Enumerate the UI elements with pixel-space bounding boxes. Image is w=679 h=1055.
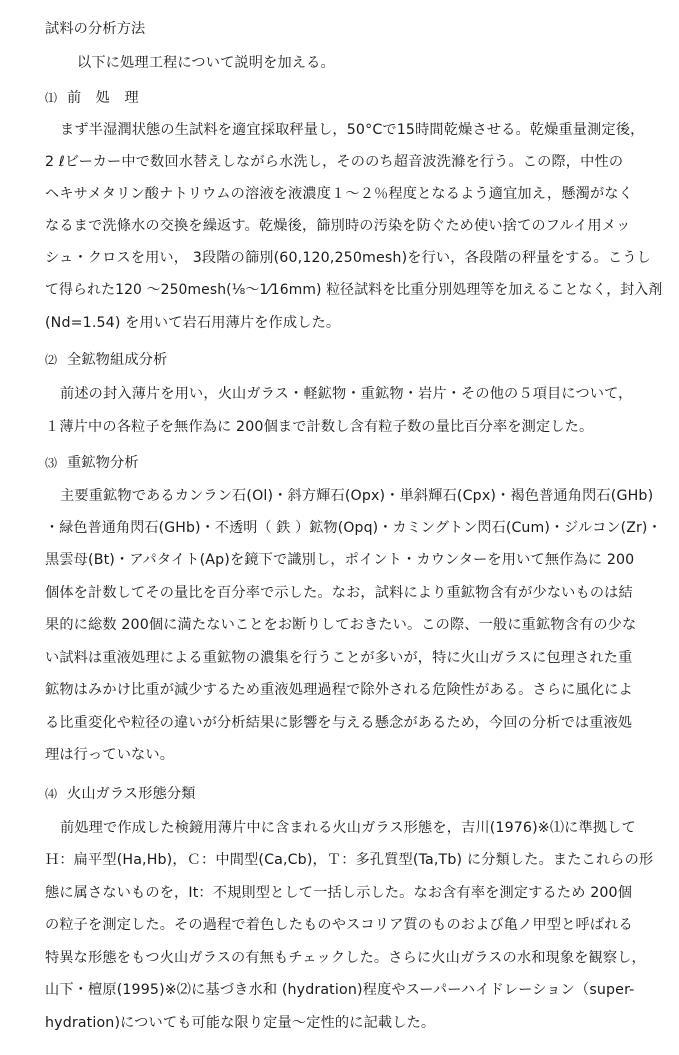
section-2-line-1: 前述の封入薄片を用い，火山ガラス・軽鉱物・重鉱物・岩片・その他の５項目について， — [60, 386, 633, 402]
section-4-line-1: 前処理で作成した検鏡用薄片中に含まれる火山ガラス形態を，吉川(1976)※⑴に準拠して — [60, 820, 636, 836]
section-4-line-5: 特異な形態をもつ火山ガラスの有無もチェックした。さらに火山ガラスの水和現象を観察し， — [45, 950, 646, 966]
section-1-line-4: なるまで洗條水の交換を繰返す。乾燥後，篩別時の汚染を防ぐため使い捨てのフルイ用メッ — [45, 218, 631, 234]
section-2-line-2: １薄片中の各粒子を無作為に 200個まで計数し含有粒子数の量比百分率を測定した。 — [45, 419, 594, 435]
section-4-line-7: hydration)についても可能な限り定量～定性的に記載した。 — [45, 1015, 436, 1031]
section-1-title: 前 処 理 — [67, 90, 139, 106]
section-1-line-2: 2 ℓビーカー中で数回水替えしながら水洗し，そののち超音波洗滌を行う。この際，中性の — [45, 154, 624, 170]
section-3-line-6: い試料は重液処理による重鉱物の濃集を行うことが多いが，特に火山ガラスに包理された重 — [45, 650, 633, 666]
section-3-line-1: 主要重鉱物であるカンラン石(Ol)・斜方輝石(Opx)・単斜輝石(Cpx)・褐色普通角閃石(GHb) — [60, 488, 654, 504]
section-1-line-3: ヘキサメタリン酸ナトリウムの溶液を液濃度１～２％程度となるよう適宜加え，懸濁がなく — [45, 186, 633, 202]
section-4-line-6: 山下・檀原(1995)※⑵に基づき水和 (hydration)程度やスーパーハイドレーション（super- — [45, 982, 635, 998]
section-2-title: 全鉱物組成分析 — [67, 352, 168, 368]
intro-text: 以下に処理工程について説明を加える。 — [77, 55, 335, 71]
section-3-line-5: 果的に総数 200個に満たないことをお断りしておきたい。この際、一般に重鉱物含有の少な — [45, 617, 637, 633]
section-1-line-7: (Nd=1.54) を用いて岩石用薄片を作成した。 — [45, 315, 341, 331]
section-3-line-8: る比重変化や粒径の違いが分析結果に影響を与える懸念があるため，今回の分析では重液処 — [45, 715, 633, 731]
section-1-line-5: シュ・クロスを用い， 3段階の篩別(60,120,250mesh)を行い，各段階の秤量をする。こうし — [45, 250, 651, 266]
section-2-number: ⑵ — [45, 353, 58, 367]
section-4-number: ⑷ — [45, 787, 58, 801]
section-4-line-2: Ｈ：扁平型(Ha,Hb)，Ｃ：中間型(Ca,Cb)，Ｔ：多孔質型(Ta,Tb) に分類した。またこれらの形 — [45, 852, 654, 868]
section-3-line-4: 個体を計数してその量比を百分率で示した。なお，試料により重鉱物含有が少ないものは結 — [45, 585, 633, 601]
section-3-number: ⑶ — [45, 456, 58, 470]
section-3-heading — [45, 453, 139, 473]
section-4-heading — [45, 784, 196, 804]
section-1-number: ⑴ — [45, 91, 58, 105]
section-3-title: 重鉱物分析 — [67, 455, 139, 471]
section-4-title: 火山ガラス形態分類 — [67, 786, 196, 802]
document-title: 試料の分析方法 — [45, 21, 146, 37]
section-3-line-9: 理は行っていない。 — [45, 747, 175, 763]
section-3-line-2: ・緑色普通角閃石(GHb)・不透明（ 鉄 ）鉱物(Opq)・カミングトン閃石(Cum)・ジルコン(Zr)・ — [45, 520, 662, 536]
section-1-line-1: まず半湿潤状態の生試料を適宜採取秤量し，50°Cで15時間乾燥させる。乾燥重量測定後， — [60, 122, 645, 138]
section-3-line-3: 黒雲母(Bt)・アパタイト(Ap)を鏡下で識別し，ポイント・カウンターを用いて無作為に 200 — [45, 552, 635, 568]
section-1-line-6: て得られた120 ～250mesh(⅛～1⁄16mm) 粒径試料を比重分別処理等を加えることなく，封入剤 — [45, 282, 663, 298]
section-2-heading — [45, 350, 167, 370]
section-4-line-4: の粒子を測定した。その過程で着色したものやスコリア質のものおよび亀ノ甲型と呼ばれる — [45, 917, 633, 933]
section-4-line-3: 態に属さないものを，It：不規則型として一括し示した。なお含有率を測定するため 200個 — [45, 885, 633, 901]
section-3-line-7: 鉱物はみかけ比重が減少するため重液処理過程で除外される危険性がある。さらに風化によ — [45, 682, 633, 698]
section-1-heading — [45, 88, 139, 108]
